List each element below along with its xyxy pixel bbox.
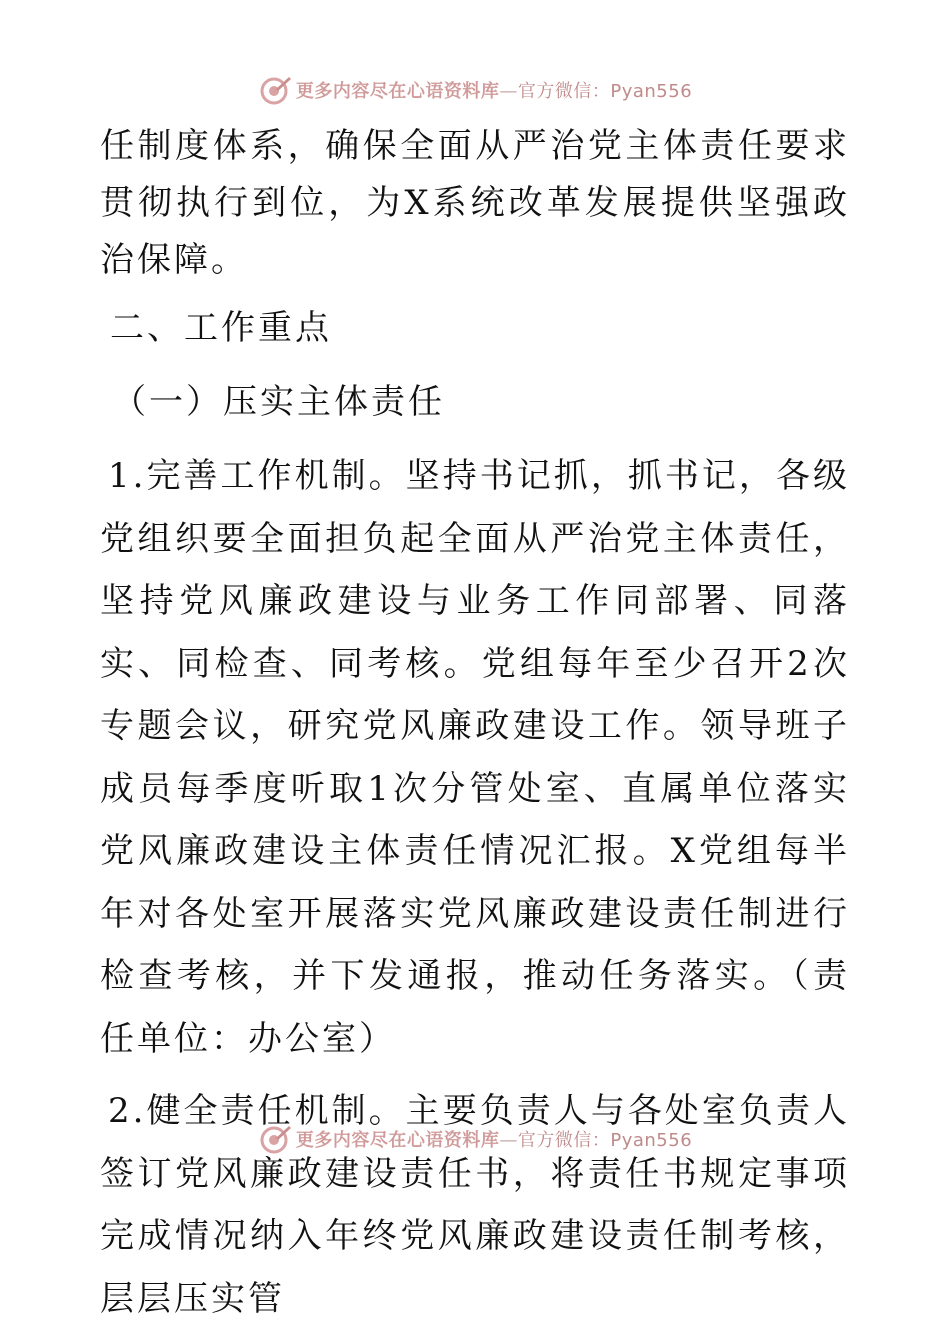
subsection-heading: （一）压实主体责任 <box>112 382 445 422</box>
watermark-text: 更多内容尽在心语资料库—官方微信：Pyan556 <box>295 81 693 102</box>
intro-paragraph: 任制度体系，确保全面从严治党主体责任要求贯彻执行到位，为X系统改革发展提供坚强政治保障。 <box>100 126 850 280</box>
top-watermark-banner <box>0 70 950 110</box>
item-1-paragraph <box>100 445 850 1070</box>
item-2-text: 2.健全责任机制。主要负责人与各处室负责人签订党风廉政建设责任书，将责任书规定事项完成情况纳入年终党风廉政建设责任制考核，层层压实管 <box>100 1091 850 1319</box>
bottom-watermark-banner <box>0 1119 950 1159</box>
item-2-paragraph <box>100 1080 850 1330</box>
item-1-text: 1.完善工作机制。坚持书记抓，抓书记，各级党组织要全面担负起全面从严治党主体责任，坚持党风廉政建设与业务工作同部署、同落实、同检查、同考核。党组每年至少召开2次专题会议，研究党风廉政建设工作。领导班子成员每季度听取1次分管处室、直属单位落实党风廉政建设主体责任情况汇报。X党组每半年对各处室开展落实党风廉政建设责任制进行检查考核，并下发通报，推动任务落实。（责任单位：办公室） <box>100 456 850 1059</box>
watermark-text: 更多内容尽在心语资料库—官方微信：Pyan556 <box>295 1130 693 1151</box>
pen-logo-icon <box>258 1122 292 1156</box>
section-heading: 二、工作重点 <box>110 308 332 348</box>
pen-logo-icon <box>258 73 292 107</box>
